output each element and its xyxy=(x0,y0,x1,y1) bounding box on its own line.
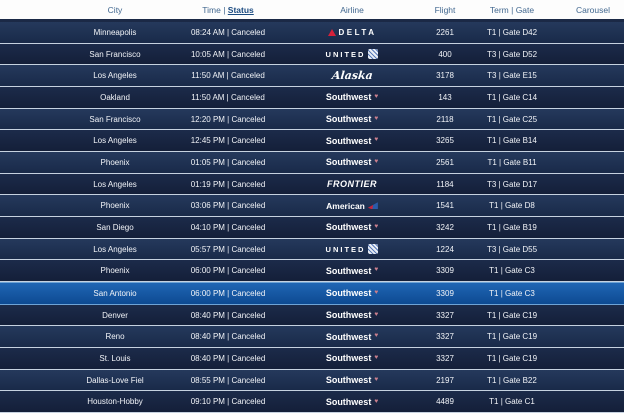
airline-cell xyxy=(276,310,428,320)
american-airline-logo xyxy=(276,201,428,211)
airline-label: American xyxy=(326,200,365,211)
airline-cell xyxy=(276,397,428,407)
airline-cell xyxy=(276,157,428,167)
term-gate-cell: T1 | Gate B14 xyxy=(487,136,537,146)
delta-widget-icon xyxy=(328,29,336,36)
time-status-cell: 03:06 PM | Canceled xyxy=(190,201,266,211)
city-cell: Reno xyxy=(105,332,125,342)
flight-number-cell: 3309 xyxy=(436,288,454,298)
airline-cell xyxy=(276,179,428,189)
column-header-flight: Flight xyxy=(434,4,456,15)
flight-number-cell: 3327 xyxy=(436,310,454,320)
time-status-cell: 11:50 AM | Canceled xyxy=(191,92,265,102)
airline-label: UNITED xyxy=(325,49,366,59)
term-gate-cell: T1 | Gate B22 xyxy=(487,375,537,385)
southwest-heart-icon: ♥ xyxy=(374,93,379,101)
flight-number-cell: 2118 xyxy=(436,114,454,124)
time-status-cell: 12:45 PM | Canceled xyxy=(190,136,266,146)
time-status-cell: 08:55 PM | Canceled xyxy=(190,375,266,385)
flight-number-cell: 3178 xyxy=(436,71,454,81)
airline-cell xyxy=(276,114,428,124)
city-cell: San Diego xyxy=(96,222,134,232)
flight-number-cell: 4489 xyxy=(436,397,454,407)
airline-cell xyxy=(276,201,428,211)
table-row[interactable] xyxy=(0,195,624,217)
flight-number-cell: 3309 xyxy=(436,266,454,276)
term-gate-cell: T1 | Gate C3 xyxy=(489,288,535,298)
city-cell: Dallas-Love Fiel xyxy=(86,375,144,385)
flight-number-cell: 3265 xyxy=(436,136,454,146)
time-status-cell: 04:10 PM | Canceled xyxy=(190,222,266,232)
airline-cell xyxy=(276,244,428,254)
term-gate-cell: T3 | Gate D55 xyxy=(486,244,538,254)
table-row[interactable] xyxy=(0,305,624,327)
flight-number-cell: 143 xyxy=(438,92,452,102)
time-status-cell: 01:19 PM | Canceled xyxy=(190,179,266,189)
southwest-heart-icon: ♥ xyxy=(374,136,379,144)
city-cell: Los Angeles xyxy=(93,71,137,81)
term-gate-cell: T1 | Gate B11 xyxy=(487,157,537,167)
table-row[interactable] xyxy=(0,152,624,174)
united-globe-icon xyxy=(368,49,378,59)
term-gate-cell: T1 | Gate D8 xyxy=(489,201,535,211)
table-row[interactable] xyxy=(0,174,624,196)
time-status-cell: 01:05 PM | Canceled xyxy=(190,157,266,167)
southwest-airline-logo xyxy=(276,375,428,385)
southwest-heart-icon: ♥ xyxy=(374,332,379,340)
term-gate-cell: T3 | Gate E15 xyxy=(487,71,537,81)
frontier-airline-logo xyxy=(276,179,428,189)
southwest-airline-logo xyxy=(276,222,428,232)
table-row[interactable] xyxy=(0,130,624,152)
airline-label: Southwest xyxy=(325,310,372,321)
southwest-airline-logo xyxy=(276,92,428,102)
airline-label: Southwest xyxy=(325,353,372,364)
table-header xyxy=(0,0,624,22)
southwest-airline-logo xyxy=(276,332,428,342)
southwest-airline-logo xyxy=(276,114,428,124)
term-gate-cell: T1 | Gate B19 xyxy=(487,222,537,232)
southwest-heart-icon: ♥ xyxy=(374,354,379,362)
airline-cell xyxy=(276,332,428,342)
airline-label: Southwest xyxy=(325,92,372,103)
time-status-cell: 11:50 AM | Canceled xyxy=(191,71,265,81)
table-row[interactable] xyxy=(0,326,624,348)
time-status-cell: 05:57 PM | Canceled xyxy=(190,244,266,254)
city-cell: St. Louis xyxy=(99,353,131,363)
airline-label: Southwest xyxy=(325,114,372,125)
table-row[interactable] xyxy=(0,239,624,261)
table-row[interactable] xyxy=(0,217,624,239)
column-header-carousel: Carousel xyxy=(575,4,611,15)
airline-label: DELTA xyxy=(338,27,377,37)
time-status-cell: 12:20 PM | Canceled xyxy=(190,114,266,124)
airline-label: Southwest xyxy=(325,222,372,233)
flight-number-cell: 1541 xyxy=(436,201,454,211)
city-cell: San Francisco xyxy=(89,49,141,59)
time-status-cell: 10:05 AM | Canceled xyxy=(190,49,266,59)
table-row[interactable] xyxy=(0,391,624,413)
city-cell: Phoenix xyxy=(100,157,130,167)
column-header-airline: Airline xyxy=(340,4,364,15)
column-header-status-sort-link[interactable]: Status xyxy=(227,4,254,15)
airline-label: Alaska xyxy=(330,69,374,83)
southwest-airline-logo xyxy=(276,136,428,146)
flight-number-cell: 400 xyxy=(438,49,452,59)
flight-number-cell: 1184 xyxy=(436,179,454,189)
airline-label: FRONTIER xyxy=(327,179,377,190)
airline-cell xyxy=(276,222,428,232)
southwest-heart-icon: ♥ xyxy=(374,223,379,231)
time-status-cell: 08:40 PM | Canceled xyxy=(190,332,266,342)
delta-airline-logo xyxy=(276,28,428,37)
airline-cell xyxy=(276,69,428,82)
term-gate-cell: T3 | Gate D17 xyxy=(486,179,538,189)
time-status-cell: 06:00 PM | Canceled xyxy=(190,266,266,276)
airline-cell xyxy=(276,92,428,102)
city-cell: Denver xyxy=(102,310,128,320)
flight-number-cell: 3242 xyxy=(436,222,454,232)
southwest-airline-logo xyxy=(276,266,428,276)
southwest-heart-icon: ♥ xyxy=(374,114,379,122)
time-status-cell: 08:24 AM | Canceled xyxy=(190,27,266,37)
airline-cell xyxy=(276,266,428,276)
southwest-heart-icon: ♥ xyxy=(374,289,379,297)
flight-number-cell: 2561 xyxy=(436,157,454,167)
column-header-time: Time xyxy=(202,4,221,15)
airline-cell xyxy=(276,28,428,37)
southwest-airline-logo xyxy=(276,310,428,320)
airline-cell xyxy=(276,136,428,146)
city-cell: Houston-Hobby xyxy=(87,397,143,407)
flight-number-cell: 3327 xyxy=(436,332,454,342)
city-cell: Los Angeles xyxy=(93,136,137,146)
airline-label: Southwest xyxy=(325,265,372,276)
flight-number-cell: 2261 xyxy=(436,27,454,37)
city-cell: San Antonio xyxy=(93,288,137,298)
southwest-heart-icon: ♥ xyxy=(374,310,379,318)
southwest-airline-logo xyxy=(276,397,428,407)
southwest-heart-icon: ♥ xyxy=(374,266,379,274)
alaska-airline-logo xyxy=(276,69,428,82)
city-cell: Minneapolis xyxy=(93,27,137,37)
time-status-cell: 08:40 PM | Canceled xyxy=(190,353,266,363)
table-row[interactable] xyxy=(0,109,624,131)
city-cell: San Francisco xyxy=(89,114,141,124)
southwest-airline-logo xyxy=(276,288,428,298)
airline-cell xyxy=(276,288,428,298)
time-status-cell: 06:00 PM | Canceled xyxy=(190,288,266,298)
column-header-term-gate: Term | Gate xyxy=(489,4,535,15)
southwest-heart-icon: ♥ xyxy=(374,375,379,383)
airline-label: Southwest xyxy=(325,135,372,146)
term-gate-cell: T1 | Gate C19 xyxy=(486,353,538,363)
american-eagle-icon xyxy=(368,202,378,209)
airline-label: UNITED xyxy=(325,244,366,254)
city-cell: Phoenix xyxy=(100,201,130,211)
airline-cell xyxy=(276,353,428,363)
city-cell: Los Angeles xyxy=(93,244,137,254)
southwest-airline-logo xyxy=(276,353,428,363)
term-gate-cell: T1 | Gate D42 xyxy=(486,27,538,37)
flight-number-cell: 3327 xyxy=(436,353,454,363)
airline-label: Southwest xyxy=(325,157,372,168)
united-airline-logo xyxy=(276,49,428,59)
term-gate-cell: T1 | Gate C19 xyxy=(486,310,538,320)
southwest-airline-logo xyxy=(276,157,428,167)
column-header-time-status: Time | Status xyxy=(202,4,254,15)
united-globe-icon xyxy=(368,244,378,254)
southwest-heart-icon: ♥ xyxy=(374,158,379,166)
table-row[interactable] xyxy=(0,260,624,282)
table-row[interactable] xyxy=(0,65,624,87)
table-row[interactable] xyxy=(0,370,624,392)
term-gate-cell: T1 | Gate C19 xyxy=(486,332,538,342)
table-row[interactable] xyxy=(0,44,624,66)
term-gate-cell: T1 | Gate C14 xyxy=(486,92,538,102)
time-status-cell: 09:10 PM | Canceled xyxy=(190,397,266,407)
table-row[interactable] xyxy=(0,87,624,109)
flight-number-cell: 2197 xyxy=(436,375,454,385)
flight-number-cell: 1224 xyxy=(436,244,454,254)
table-row[interactable] xyxy=(0,282,624,305)
time-status-cell: 08:40 PM | Canceled xyxy=(190,310,266,320)
airline-cell xyxy=(276,49,428,59)
airline-cell xyxy=(276,375,428,385)
city-cell: Oakland xyxy=(100,92,130,102)
column-header-city: City xyxy=(107,4,123,15)
city-cell: Los Angeles xyxy=(93,179,137,189)
southwest-heart-icon: ♥ xyxy=(374,397,379,405)
airline-label: Southwest xyxy=(325,331,372,342)
term-gate-cell: T1 | Gate C3 xyxy=(489,266,535,276)
united-airline-logo xyxy=(276,244,428,254)
table-row[interactable] xyxy=(0,22,624,44)
term-gate-cell: T1 | Gate C1 xyxy=(489,397,535,407)
airline-label: Southwest xyxy=(325,396,372,407)
flight-rows-container xyxy=(0,22,624,413)
term-gate-cell: T3 | Gate D52 xyxy=(486,49,538,59)
table-row[interactable] xyxy=(0,348,624,370)
airline-label: Southwest xyxy=(325,375,372,386)
city-cell: Phoenix xyxy=(100,266,130,276)
airline-label: Southwest xyxy=(325,288,372,299)
term-gate-cell: T1 | Gate C25 xyxy=(486,114,538,124)
